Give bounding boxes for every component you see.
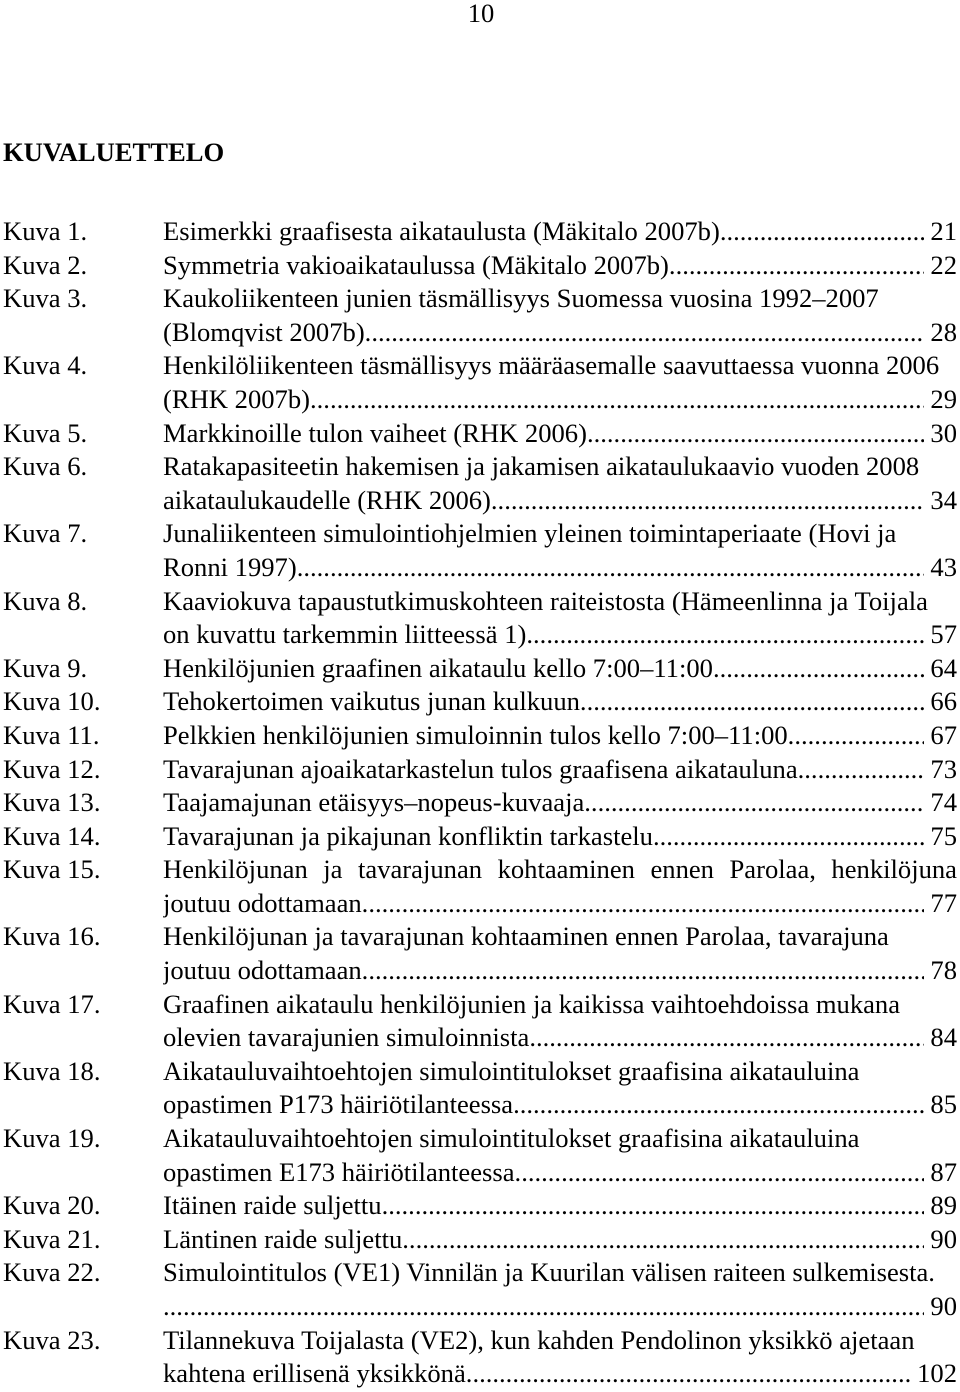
figure-page-number: 85 xyxy=(930,1089,957,1120)
dot-leader xyxy=(388,1189,924,1223)
figure-label: Kuva 8. xyxy=(3,585,88,616)
figure-page-number: 89 xyxy=(930,1190,957,1221)
figure-label: Kuva 22. xyxy=(3,1257,101,1288)
figure-title-text: (Blomqvist 2007b). xyxy=(163,316,372,347)
figure-title-text: Tavarajunan ajoaikatarkastelun tulos graafisena aikatauluna. xyxy=(163,753,805,784)
figure-title-line: Kaukoliikenteen junien täsmällisyys Suomessa vuosina 1992–2007 xyxy=(163,283,879,314)
figure-title xyxy=(163,349,957,416)
dot-leader xyxy=(794,719,924,753)
figure-title-line xyxy=(163,753,957,787)
figure-label: Kuva 1. xyxy=(3,216,88,246)
figure-title xyxy=(163,1256,957,1323)
figure-entry-1 xyxy=(0,215,960,249)
figure-title-text: aikataulukaudelle (RHK 2006). xyxy=(163,484,498,515)
figure-title xyxy=(163,719,957,753)
figure-page-number: 74 xyxy=(930,787,957,818)
figure-title-text: olevien tavarajunien simuloinnista. xyxy=(163,1022,536,1053)
dot-leader xyxy=(591,786,924,820)
figure-title-line xyxy=(163,719,957,753)
figure-page-number: 29 xyxy=(930,383,957,414)
dot-leader xyxy=(726,215,924,249)
dot-leader xyxy=(521,1156,924,1190)
figure-title-text: Läntinen raide suljettu. xyxy=(163,1223,409,1254)
figure-title-text: Itäinen raide suljettu. xyxy=(163,1190,389,1221)
figure-title xyxy=(163,786,957,820)
figure-entry-23 xyxy=(0,1324,960,1391)
figure-title xyxy=(163,215,957,249)
figure-title-line xyxy=(163,1357,957,1391)
dot-leader xyxy=(317,383,925,417)
figure-title xyxy=(163,282,957,349)
figure-label: Kuva 15. xyxy=(3,854,101,885)
figure-entry-6 xyxy=(0,450,960,517)
dot-leader xyxy=(676,249,925,283)
dot-leader xyxy=(472,1357,911,1391)
figure-title xyxy=(163,988,957,1055)
figure-label: Kuva 11. xyxy=(3,719,100,750)
figure-title-line xyxy=(163,1189,957,1223)
figure-title-line: Henkilöliikenteen täsmällisyys määräasemalle saavuttaessa vuonna 2006 xyxy=(163,350,940,381)
figure-page-number: 90 xyxy=(930,1291,957,1321)
figure-entry-19 xyxy=(0,1122,960,1189)
figure-page-number: 43 xyxy=(930,551,957,582)
figure-label: Kuva 21. xyxy=(3,1223,101,1254)
figure-title-text: on kuvattu tarkemmin liitteessä 1). xyxy=(163,619,534,650)
figure-label: Kuva 9. xyxy=(3,652,88,683)
figure-title xyxy=(163,517,957,584)
figure-title xyxy=(163,1324,957,1391)
dot-leader xyxy=(409,1223,924,1257)
dot-leader xyxy=(368,954,924,988)
figure-title-line: Henkilöjunan ja tavarajunan kohtaaminen ennen Parolaa, henkilöjuna xyxy=(163,854,957,885)
figure-title-line xyxy=(163,887,957,921)
figure-title-line xyxy=(163,417,957,451)
figure-title-text: Symmetria vakioaikataulussa (Mäkitalo 2007b). xyxy=(163,249,676,280)
figure-title-line xyxy=(163,652,957,686)
dot-leader xyxy=(720,652,925,686)
figure-page-number: 84 xyxy=(930,1022,957,1053)
figure-title-line: Simulointitulos (VE1) Vinnilän ja Kuurilan välisen raiteen sulkemisesta. xyxy=(163,1257,935,1288)
figure-entry-17 xyxy=(0,988,960,1055)
figure-title-line xyxy=(163,685,957,719)
figure-title-line xyxy=(163,383,957,417)
figure-label: Kuva 4. xyxy=(3,350,88,381)
figure-label: Kuva 3. xyxy=(3,283,88,314)
dot-leader xyxy=(520,1088,925,1122)
page-number: 10 xyxy=(467,0,495,28)
dot-leader xyxy=(371,316,924,350)
figure-title xyxy=(163,1055,957,1122)
figure-title-line xyxy=(163,1021,957,1055)
figure-title-line: Aikatauluvaihtoehtojen simulointitulokset graafisina aikatauluina xyxy=(163,1123,860,1154)
figure-entry-5 xyxy=(0,417,960,451)
figure-page-number: 34 xyxy=(930,484,957,515)
figure-title-text: Tavarajunan ja pikajunan konfliktin tarkastelu. xyxy=(163,820,660,851)
page-title: KUVALUETTELO xyxy=(3,137,225,167)
figure-label: Kuva 6. xyxy=(3,451,88,482)
figure-label: Kuva 17. xyxy=(3,988,101,1019)
figure-title-line xyxy=(163,249,957,283)
dot-leader xyxy=(536,1021,924,1055)
figure-title xyxy=(163,585,957,652)
figure-entry-15 xyxy=(0,853,960,920)
dot-leader xyxy=(804,753,924,787)
figure-page-number: 57 xyxy=(930,619,957,650)
figure-label: Kuva 18. xyxy=(3,1055,101,1086)
figure-label: Kuva 14. xyxy=(3,820,101,851)
figure-title-text: joutuu odottamaan. xyxy=(163,887,369,918)
figure-title-text: (RHK 2007b). xyxy=(163,383,317,414)
figure-title-line: Henkilöjunan ja tavarajunan kohtaaminen ennen Parolaa, tavarajuna xyxy=(163,921,889,952)
figure-entry-2 xyxy=(0,249,960,283)
figure-entry-18 xyxy=(0,1055,960,1122)
figure-title-line xyxy=(163,954,957,988)
dot-leader xyxy=(533,618,924,652)
dot-leader xyxy=(587,685,925,719)
figure-title-line xyxy=(163,786,957,820)
figure-entry-9 xyxy=(0,652,960,686)
figure-entry-14 xyxy=(0,820,960,854)
dot-leader xyxy=(498,484,925,518)
list-of-figures xyxy=(0,215,960,1391)
figure-entry-12 xyxy=(0,753,960,787)
figure-page-number: 66 xyxy=(930,686,957,717)
figure-page-number: 28 xyxy=(930,316,957,347)
figure-title-text: Taajamajunan etäisyys–nopeus-kuvaaja. xyxy=(163,787,591,818)
figure-title xyxy=(163,820,957,854)
figure-title-line xyxy=(163,551,957,585)
figure-title-text: Pelkkien henkilöjunien simuloinnin tulos kello 7:00–11:00. xyxy=(163,719,795,750)
figure-title xyxy=(163,1189,957,1223)
figure-page-number: 67 xyxy=(930,719,957,750)
figure-label: Kuva 20. xyxy=(3,1190,101,1221)
figure-title-text: opastimen P173 häiriötilanteessa. xyxy=(163,1089,520,1120)
figure-label: Kuva 2. xyxy=(3,249,88,280)
figure-title-line xyxy=(163,820,957,854)
figure-title-text: Ronni 1997). xyxy=(163,551,304,582)
figure-title-text: Henkilöjunien graafinen aikataulu kello 7:00–11:00. xyxy=(163,652,720,683)
figure-page-number: 77 xyxy=(930,887,957,918)
figure-title-line xyxy=(163,618,957,652)
figure-title-text: joutuu odottamaan. xyxy=(163,955,369,986)
figure-entry-20 xyxy=(0,1189,960,1223)
figure-title xyxy=(163,652,957,686)
dot-leader xyxy=(163,1290,924,1324)
figure-title xyxy=(163,249,957,283)
figure-entry-10 xyxy=(0,685,960,719)
figure-entry-3 xyxy=(0,282,960,349)
figure-title-text: Tehokertoimen vaikutus junan kulkuun. xyxy=(163,686,587,717)
figure-entry-13 xyxy=(0,786,960,820)
figure-title-line: Tilannekuva Toijalasta (VE2), kun kahden Pendolinon yksikkö ajetaan xyxy=(163,1324,915,1355)
figure-label: Kuva 16. xyxy=(3,921,101,952)
dot-leader xyxy=(303,551,924,585)
figure-label: Kuva 12. xyxy=(3,753,101,784)
figure-entry-4 xyxy=(0,349,960,416)
figure-title-line xyxy=(163,1223,957,1257)
figure-title xyxy=(163,417,957,451)
figure-title xyxy=(163,753,957,787)
figure-page-number: 87 xyxy=(930,1156,957,1187)
figure-title xyxy=(163,920,957,987)
figure-page-number: 102 xyxy=(917,1358,957,1389)
figure-entry-16 xyxy=(0,920,960,987)
figure-title-line: Junaliikenteen simulointiohjelmien yleinen toimintaperiaate (Hovi ja xyxy=(163,518,897,549)
figure-title-line xyxy=(163,484,957,518)
figure-title xyxy=(163,450,957,517)
figure-entry-7 xyxy=(0,517,960,584)
figure-title xyxy=(163,1223,957,1257)
figure-title-line xyxy=(163,1156,957,1190)
figure-title-line xyxy=(163,215,957,249)
figure-title-text: Esimerkki graafisesta aikataulusta (Mäkitalo 2007b). xyxy=(163,216,727,246)
figure-title-line: Kaaviokuva tapaustutkimuskohteen raiteistosta (Hämeenlinna ja Toijala xyxy=(163,585,928,616)
figure-page-number: 30 xyxy=(930,417,957,448)
figure-title-line: Ratakapasiteetin hakemisen ja jakamisen aikataulukaavio vuoden 2008 xyxy=(163,451,920,482)
figure-title-line xyxy=(163,1088,957,1122)
figure-label: Kuva 5. xyxy=(3,417,88,448)
figure-title-text: kahtena erillisenä yksikkönä. xyxy=(163,1358,473,1389)
dot-leader xyxy=(594,417,925,451)
figure-label: Kuva 7. xyxy=(3,518,88,549)
figure-label: Kuva 19. xyxy=(3,1123,101,1154)
figure-page-number: 78 xyxy=(930,955,957,986)
figure-page-number: 90 xyxy=(930,1223,957,1254)
figure-page-number: 75 xyxy=(930,820,957,851)
figure-label: Kuva 23. xyxy=(3,1324,101,1355)
figure-page-number: 22 xyxy=(930,249,957,280)
figure-page-number: 64 xyxy=(930,652,957,683)
figure-entry-21 xyxy=(0,1223,960,1257)
dot-leader xyxy=(368,887,924,921)
figure-title xyxy=(163,685,957,719)
figure-entry-8 xyxy=(0,585,960,652)
figure-title-text: opastimen E173 häiriötilanteessa. xyxy=(163,1156,522,1187)
figure-label: Kuva 10. xyxy=(3,686,101,717)
figure-title xyxy=(163,1122,957,1189)
figure-page-number: 73 xyxy=(930,753,957,784)
figure-title-text: Markkinoille tulon vaiheet (RHK 2006). xyxy=(163,417,594,448)
figure-title xyxy=(163,853,957,920)
figure-title-line: Aikatauluvaihtoehtojen simulointitulokset graafisina aikatauluina xyxy=(163,1055,860,1086)
figure-entry-22 xyxy=(0,1256,960,1323)
figure-entry-11 xyxy=(0,719,960,753)
figure-page-number: 21 xyxy=(930,216,957,246)
figure-title-line xyxy=(163,1290,957,1324)
figure-title-line xyxy=(163,316,957,350)
dot-leader xyxy=(660,820,925,854)
figure-label: Kuva 13. xyxy=(3,787,101,818)
figure-title-line: Graafinen aikataulu henkilöjunien ja kaikissa vaihtoehdoissa mukana xyxy=(163,988,901,1019)
